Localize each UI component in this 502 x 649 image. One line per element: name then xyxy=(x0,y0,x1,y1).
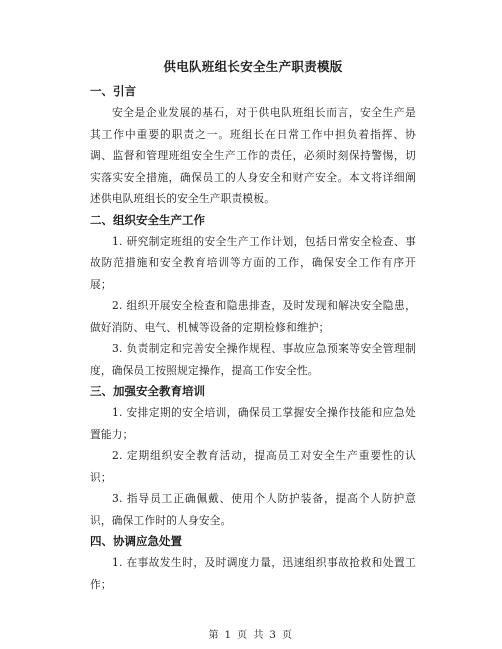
paragraph: 1. 安排定期的安全培训，确保员工掌握安全操作技能和应急处置能力； xyxy=(90,406,416,441)
section-introduction xyxy=(90,83,416,210)
section-heading: 四、协调应急处置 xyxy=(90,534,182,548)
paragraph: 3. 指导员工正确佩戴、使用个人防护装备，提高个人防护意识，确保工作时的人身安全。 xyxy=(90,492,416,527)
page-number-footer: 第 1 页 共 3 页 xyxy=(208,630,294,641)
section-heading: 一、引言 xyxy=(90,84,136,98)
section-organize-safety-work xyxy=(90,212,416,382)
paragraph: 安全是企业发展的基石，对于供电队班组长而言，安全生产是其工作中重要的职责之一。班组长在日常工作中担负着指挥、协调、监督和管理班组安全生产工作的责任，必须时刻保持警惕，切实落实安全措施，确保员工的人身安全和财产安全。本文将详细阐述供电队班组长的安全生产职责模板。 xyxy=(90,106,416,205)
section-safety-training xyxy=(90,383,416,531)
paragraph: 2. 定期组织安全教育活动，提高员工对安全生产重要性的认识； xyxy=(90,449,416,484)
section-emergency-response xyxy=(90,533,416,595)
paragraph: 3. 负责制定和完善安全操作规程、事故应急预案等安全管理制度，确保员工按照规定操作，提高工作安全性。 xyxy=(90,342,416,377)
section-heading: 三、加强安全教育培训 xyxy=(90,384,205,398)
document-title: 供电队班组长安全生产职责模版 xyxy=(163,59,343,74)
section-heading: 二、组织安全生产工作 xyxy=(90,212,205,227)
document-body xyxy=(90,58,416,595)
paragraph: 1. 研究制定班组的安全生产工作计划，包括日常安全检查、事故防范措施和安全教育培训等方面的工作，确保安全工作有序开展； xyxy=(90,234,416,291)
paragraph: 2. 组织开展安全检查和隐患排查，及时发现和解决安全隐患，做好消防、电气、机械等设备的定期检修和维护； xyxy=(90,299,416,334)
paragraph: 1. 在事故发生时，及时调度力量，迅速组织事故抢救和处置工作； xyxy=(90,556,416,591)
